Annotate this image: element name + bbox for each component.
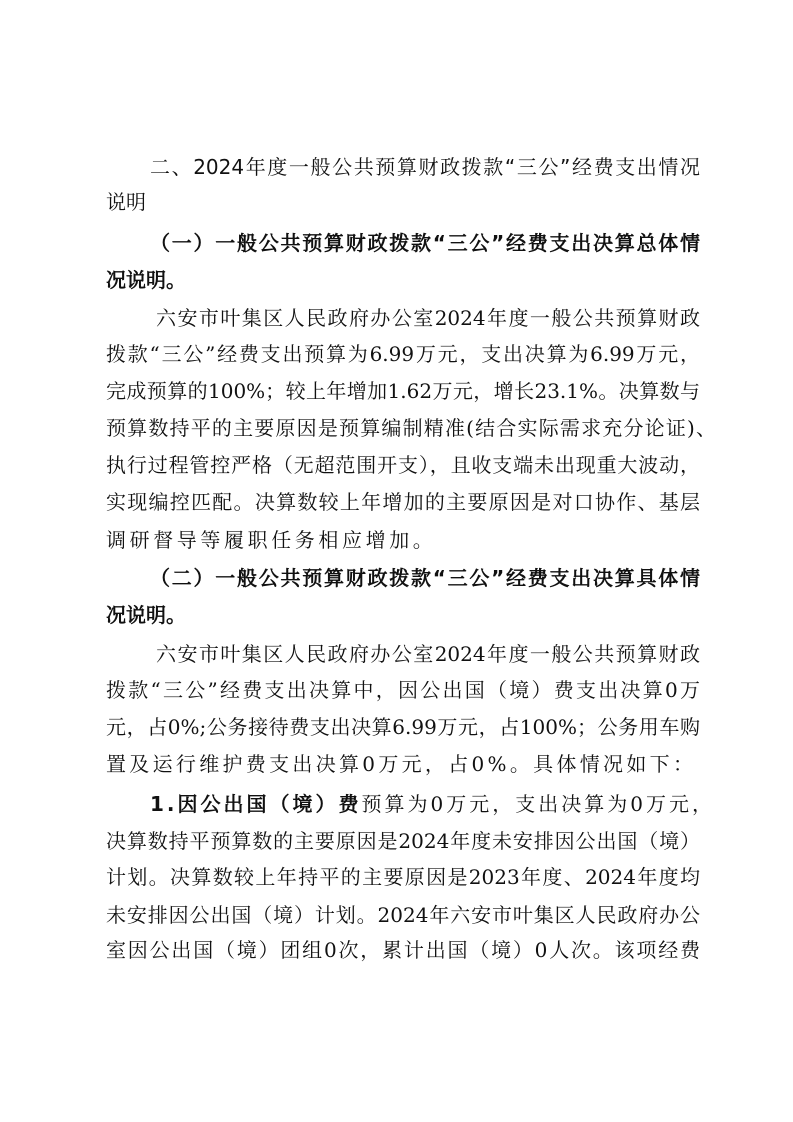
paragraph-line: 计划。决算数较上年持平的主要原因是2023年度、2024年度均 (106, 865, 700, 889)
paragraph-line: 室因公出国（境）团组0次，累计出国（境）0人次。该项经费 (106, 938, 700, 962)
paragraph-line: 置及运行维护费支出决算0万元，占0%。具体情况如下： (106, 752, 697, 776)
subsection-heading-1: （一）一般公共预算财政拨款“三公”经费支出决算总体情 (150, 231, 700, 255)
paragraph-line: 拨款“三公”经费支出预算为6.99万元，支出决算为6.99万元， (106, 342, 700, 366)
paragraph-line: 预算数持平的主要原因是预算编制精准(结合实际需求充分论证)、 (106, 416, 716, 440)
paragraph-line: 拨款“三公”经费支出决算中，因公出国（境）费支出决算0万 (106, 678, 700, 702)
item-1-text: 预算为0万元，支出决算为0万元， (361, 792, 715, 816)
paragraph-line: 完成预算的100%；较上年增加1.62万元，增长23.1%。决算数与 (106, 379, 700, 403)
paragraph-line: 执行过程管控严格（无超范围开支），且收支端未出现重大波动， (106, 453, 700, 477)
item-1-first-line (150, 791, 715, 817)
subsection-heading-1-cont: 况说明。 (106, 268, 186, 292)
paragraph-line: 六安市叶集区人民政府办公室2024年度一般公共预算财政 (156, 642, 700, 666)
paragraph-line: 元，占0%;公务接待费支出决算6.99万元，占100%；公务用车购 (106, 715, 700, 739)
paragraph-line: 决算数持平预算数的主要原因是2024年度未安排因公出国（境） (106, 829, 700, 853)
section-title-cont: 说明 (106, 190, 146, 214)
paragraph-line: 六安市叶集区人民政府办公室2024年度一般公共预算财政 (156, 306, 700, 330)
item-1-label: 1.因公出国（境）费 (150, 792, 362, 816)
subsection-heading-2-cont: 况说明。 (106, 603, 186, 627)
paragraph-line: 实现编控匹配。决算数较上年增加的主要原因是对口协作、基层 (106, 490, 700, 514)
paragraph-line: 未安排因公出国（境）计划。2024年六安市叶集区人民政府办公 (106, 903, 700, 927)
section-title: 二、2024年度一般公共预算财政拨款“三公”经费支出情况 (150, 155, 700, 179)
subsection-heading-2: （二）一般公共预算财政拨款“三公”经费支出决算具体情 (150, 566, 700, 590)
paragraph-line: 调研督导等履职任务相应增加。 (106, 528, 437, 552)
